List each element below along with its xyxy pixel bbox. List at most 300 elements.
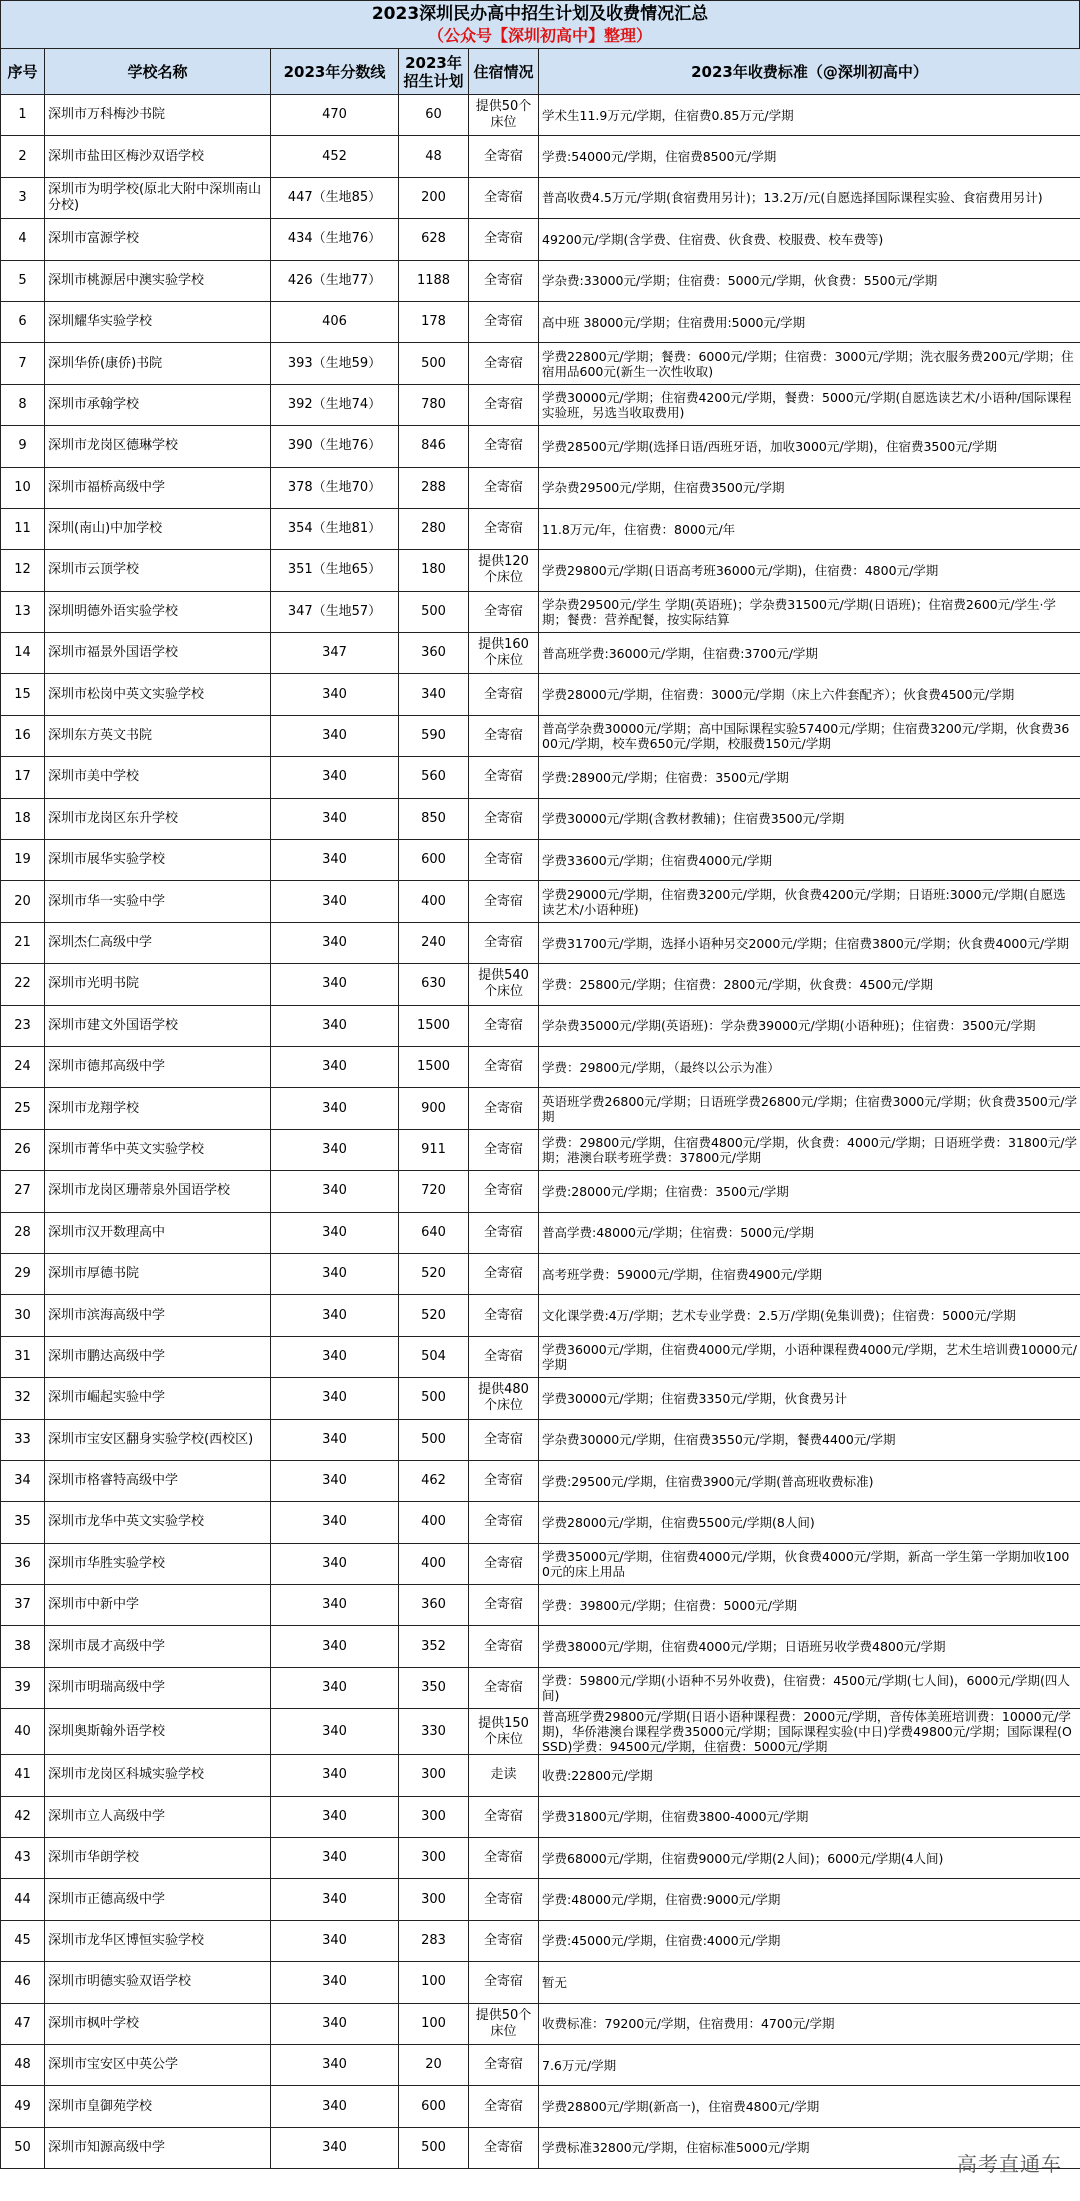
enroll-plan: 280 xyxy=(399,508,469,549)
enroll-plan: 850 xyxy=(399,798,469,839)
school-name: 深圳市中新中学 xyxy=(45,1585,271,1626)
table-row xyxy=(1,881,1080,922)
table-row xyxy=(1,1838,1080,1879)
row-index: 17 xyxy=(1,757,45,798)
fee-standard: 暂无 xyxy=(539,1962,1080,2003)
school-name: 深圳市盐田区梅沙双语学校 xyxy=(45,136,271,177)
boarding: 全寄宿 xyxy=(469,1253,539,1294)
boarding: 全寄宿 xyxy=(469,2086,539,2127)
enroll-plan: 360 xyxy=(399,1585,469,1626)
table-row xyxy=(1,343,1080,384)
enroll-plan: 60 xyxy=(399,95,469,136)
table-row xyxy=(1,757,1080,798)
score-line: 340 xyxy=(271,1046,399,1087)
fee-standard: 学费31800元/学期，住宿费3800-4000元/学期 xyxy=(539,1796,1080,1837)
enroll-plan: 300 xyxy=(399,1755,469,1796)
admission-table xyxy=(0,48,1080,2169)
enroll-plan: 590 xyxy=(399,715,469,756)
fee-standard: 7.6万元/学期 xyxy=(539,2044,1080,2085)
enroll-plan: 350 xyxy=(399,1667,469,1708)
score-line: 340 xyxy=(271,881,399,922)
fee-standard: 学费:48000元/学期，住宿费:9000元/学期 xyxy=(539,1879,1080,1920)
boarding: 全寄宿 xyxy=(469,1626,539,1667)
row-index: 2 xyxy=(1,136,45,177)
fee-standard: 学费29800元/学期(日语高考班36000元/学期)，住宿费：4800元/学期 xyxy=(539,550,1080,591)
fee-standard: 学杂费35000元/学期(英语班)：学杂费39000元/学期(小语种班)；住宿费：3500元/学期 xyxy=(539,1005,1080,1046)
boarding: 全寄宿 xyxy=(469,1005,539,1046)
fee-standard: 学杂费29500元/学生 学期(英语班)；学杂费31500元/学期(日语班)；住宿费2600元/学生·学期；餐费：营养配餐，按实际结算 xyxy=(539,591,1080,632)
school-name: 深圳市万科梅沙书院 xyxy=(45,95,271,136)
table-subtitle: （公众号【深圳初高中】整理） xyxy=(0,26,1080,48)
enroll-plan: 520 xyxy=(399,1253,469,1294)
table-row xyxy=(1,922,1080,963)
fee-standard: 学费：29800元/学期，住宿费4800元/学期，伙食费：4000元/学期；日语班学费：31800元/学期；港澳台联考班学费：37800元/学期 xyxy=(539,1129,1080,1170)
fee-standard: 学杂费30000元/学期，住宿费3550元/学期，餐费4400元/学期 xyxy=(539,1419,1080,1460)
fee-standard: 学费28000元/学期，住宿费：3000元/学期（床上六件套配齐）；伙食费4500元/学期 xyxy=(539,674,1080,715)
enroll-plan: 1188 xyxy=(399,260,469,301)
school-name: 深圳东方英文书院 xyxy=(45,715,271,756)
enroll-plan: 300 xyxy=(399,1838,469,1879)
enroll-plan: 560 xyxy=(399,757,469,798)
enroll-plan: 504 xyxy=(399,1336,469,1377)
school-name: 深圳市宝安区中英公学 xyxy=(45,2044,271,2085)
boarding: 全寄宿 xyxy=(469,591,539,632)
boarding: 全寄宿 xyxy=(469,2044,539,2085)
table-row xyxy=(1,1378,1080,1419)
row-index: 42 xyxy=(1,1796,45,1837)
row-index: 29 xyxy=(1,1253,45,1294)
table-title: 2023深圳民办高中招生计划及收费情况汇总 xyxy=(0,0,1080,26)
row-index: 27 xyxy=(1,1171,45,1212)
row-index: 26 xyxy=(1,1129,45,1170)
school-name: 深圳市晟才高级中学 xyxy=(45,1626,271,1667)
row-index: 11 xyxy=(1,508,45,549)
table-row xyxy=(1,136,1080,177)
school-name: 深圳市华朗学校 xyxy=(45,1838,271,1879)
fee-standard: 普高学费:48000元/学期；住宿费：5000元/学期 xyxy=(539,1212,1080,1253)
score-line: 354（生地81） xyxy=(271,508,399,549)
table-row xyxy=(1,1005,1080,1046)
enroll-plan: 300 xyxy=(399,1796,469,1837)
fee-standard: 学费28800元/学期(新高一)，住宿费4800元/学期 xyxy=(539,2086,1080,2127)
school-name: 深圳华侨(康侨)书院 xyxy=(45,343,271,384)
boarding: 走读 xyxy=(469,1755,539,1796)
row-index: 44 xyxy=(1,1879,45,1920)
fee-standard: 普高收费4.5万元/学期(食宿费用另计)；13.2万/元(自愿选择国际课程实验、食宿费用另计) xyxy=(539,177,1080,218)
score-line: 340 xyxy=(271,1295,399,1336)
score-line: 406 xyxy=(271,301,399,342)
enroll-plan: 288 xyxy=(399,467,469,508)
table-row xyxy=(1,508,1080,549)
table-row xyxy=(1,1796,1080,1837)
row-index: 14 xyxy=(1,633,45,674)
score-line: 340 xyxy=(271,1253,399,1294)
row-index: 33 xyxy=(1,1419,45,1460)
school-name: 深圳市龙岗区科城实验学校 xyxy=(45,1755,271,1796)
enroll-plan: 48 xyxy=(399,136,469,177)
table-row xyxy=(1,2086,1080,2127)
boarding: 提供50个床位 xyxy=(469,95,539,136)
boarding: 全寄宿 xyxy=(469,1879,539,1920)
row-index: 28 xyxy=(1,1212,45,1253)
table-row xyxy=(1,1626,1080,1667)
school-name: 深圳市龙岗区德琳学校 xyxy=(45,426,271,467)
row-index: 21 xyxy=(1,922,45,963)
fee-standard: 学费：25800元/学期；住宿费：2800元/学期，伙食费：4500元/学期 xyxy=(539,964,1080,1005)
boarding: 全寄宿 xyxy=(469,1419,539,1460)
row-index: 22 xyxy=(1,964,45,1005)
score-line: 340 xyxy=(271,1088,399,1129)
enroll-plan: 330 xyxy=(399,1709,469,1755)
school-name: 深圳杰仁高级中学 xyxy=(45,922,271,963)
table-row xyxy=(1,1088,1080,1129)
row-index: 6 xyxy=(1,301,45,342)
enroll-plan: 100 xyxy=(399,1962,469,2003)
row-index: 23 xyxy=(1,1005,45,1046)
fee-standard: 学费标准32800元/学期，住宿标准5000元/学期 xyxy=(539,2127,1080,2168)
fee-standard: 学费30000元/学期(含教材教辅)；住宿费3500元/学期 xyxy=(539,798,1080,839)
score-line: 340 xyxy=(271,1879,399,1920)
enroll-plan: 900 xyxy=(399,1088,469,1129)
row-index: 5 xyxy=(1,260,45,301)
score-line: 447（生地85） xyxy=(271,177,399,218)
row-index: 10 xyxy=(1,467,45,508)
enroll-plan: 200 xyxy=(399,177,469,218)
enroll-plan: 300 xyxy=(399,1879,469,1920)
table-row xyxy=(1,798,1080,839)
enroll-plan: 283 xyxy=(399,1920,469,1961)
score-line: 340 xyxy=(271,1005,399,1046)
fee-standard: 学杂费:33000元/学期；住宿费：5000元/学期，伙食费：5500元/学期 xyxy=(539,260,1080,301)
school-name: 深圳市云顶学校 xyxy=(45,550,271,591)
enroll-plan: 1500 xyxy=(399,1005,469,1046)
watermark: 高考直通车 xyxy=(957,2152,1062,2176)
fee-standard: 高中班 38000元/学期；住宿费用:5000元/学期 xyxy=(539,301,1080,342)
boarding: 全寄宿 xyxy=(469,1585,539,1626)
row-index: 34 xyxy=(1,1460,45,1501)
table-row xyxy=(1,1879,1080,1920)
school-name: 深圳市明瑞高级中学 xyxy=(45,1667,271,1708)
score-line: 340 xyxy=(271,1626,399,1667)
row-index: 20 xyxy=(1,881,45,922)
enroll-plan: 640 xyxy=(399,1212,469,1253)
boarding: 全寄宿 xyxy=(469,343,539,384)
boarding: 全寄宿 xyxy=(469,881,539,922)
school-name: 深圳(南山)中加学校 xyxy=(45,508,271,549)
table-row xyxy=(1,1709,1080,1755)
table-row xyxy=(1,1171,1080,1212)
score-line: 351（生地65） xyxy=(271,550,399,591)
score-line: 392（生地74） xyxy=(271,384,399,425)
boarding: 全寄宿 xyxy=(469,1667,539,1708)
school-name: 深圳市富源学校 xyxy=(45,219,271,260)
score-line: 340 xyxy=(271,1378,399,1419)
score-line: 340 xyxy=(271,1212,399,1253)
enroll-plan: 628 xyxy=(399,219,469,260)
enroll-plan: 462 xyxy=(399,1460,469,1501)
boarding: 全寄宿 xyxy=(469,301,539,342)
score-line: 378（生地70） xyxy=(271,467,399,508)
header-row xyxy=(1,49,1080,95)
school-name: 深圳耀华实验学校 xyxy=(45,301,271,342)
school-name: 深圳市鹏达高级中学 xyxy=(45,1336,271,1377)
enroll-plan: 400 xyxy=(399,1543,469,1584)
school-name: 深圳市枫叶学校 xyxy=(45,2003,271,2044)
enroll-plan: 780 xyxy=(399,384,469,425)
table-row xyxy=(1,1667,1080,1708)
score-line: 340 xyxy=(271,964,399,1005)
row-index: 37 xyxy=(1,1585,45,1626)
school-name: 深圳市华胜实验学校 xyxy=(45,1543,271,1584)
row-index: 8 xyxy=(1,384,45,425)
score-line: 340 xyxy=(271,1920,399,1961)
row-index: 45 xyxy=(1,1920,45,1961)
school-name: 深圳市松岗中英文实验学校 xyxy=(45,674,271,715)
school-name: 深圳市华一实验中学 xyxy=(45,881,271,922)
table-row xyxy=(1,260,1080,301)
row-index: 46 xyxy=(1,1962,45,2003)
boarding: 全寄宿 xyxy=(469,260,539,301)
enroll-plan: 500 xyxy=(399,591,469,632)
enroll-plan: 846 xyxy=(399,426,469,467)
fee-standard: 学费68000元/学期，住宿费9000元/学期(2人间)；6000元/学期(4人间) xyxy=(539,1838,1080,1879)
enroll-plan: 500 xyxy=(399,343,469,384)
school-name: 深圳市滨海高级中学 xyxy=(45,1295,271,1336)
school-name: 深圳市龙翔学校 xyxy=(45,1088,271,1129)
score-line: 340 xyxy=(271,1585,399,1626)
table-row xyxy=(1,2044,1080,2085)
fee-standard: 学费:28000元/学期；住宿费：3500元/学期 xyxy=(539,1171,1080,1212)
school-name: 深圳市美中学校 xyxy=(45,757,271,798)
table-row xyxy=(1,1336,1080,1377)
score-line: 340 xyxy=(271,2127,399,2168)
table-row xyxy=(1,1295,1080,1336)
fee-standard: 学费:29500元/学期，住宿费3900元/学期(普高班收费标准) xyxy=(539,1460,1080,1501)
score-line: 340 xyxy=(271,2003,399,2044)
fee-standard: 学费38000元/学期，住宿费4000元/学期；日语班另收学费4800元/学期 xyxy=(539,1626,1080,1667)
row-index: 43 xyxy=(1,1838,45,1879)
fee-standard: 普高学杂费30000元/学期；高中国际课程实验57400元/学期；住宿费3200元/学期，伙食费3600元/学期，校车费650元/学期，校服费150元/学期 xyxy=(539,715,1080,756)
table-row xyxy=(1,1585,1080,1626)
table-row xyxy=(1,426,1080,467)
boarding: 全寄宿 xyxy=(469,715,539,756)
table-row xyxy=(1,1502,1080,1543)
row-index: 15 xyxy=(1,674,45,715)
boarding: 全寄宿 xyxy=(469,426,539,467)
row-index: 31 xyxy=(1,1336,45,1377)
fee-standard: 收费标准：79200元/学期，住宿费用：4700元/学期 xyxy=(539,2003,1080,2044)
school-name: 深圳市承翰学校 xyxy=(45,384,271,425)
fee-standard: 学杂费29500元/学期，住宿费3500元/学期 xyxy=(539,467,1080,508)
boarding: 全寄宿 xyxy=(469,508,539,549)
score-line: 340 xyxy=(271,1460,399,1501)
row-index: 4 xyxy=(1,219,45,260)
fee-standard: 英语班学费26800元/学期；日语班学费26800元/学期；住宿费3000元/学期；伙食费3500元/学期 xyxy=(539,1088,1080,1129)
table-row xyxy=(1,1962,1080,2003)
score-line: 340 xyxy=(271,1419,399,1460)
enroll-plan: 352 xyxy=(399,1626,469,1667)
boarding: 全寄宿 xyxy=(469,1046,539,1087)
fee-standard: 普高班学费29800元/学期(日语小语种课程费：2000元/学期，音传体美班培训费：10000元/学期)，华侨港澳台课程学费35000元/学期；国际课程实验(中日)学费49800元/学期；国际课程(OSSD)学费：94500元/学期，住宿费：5000元/学期 xyxy=(539,1709,1080,1755)
boarding: 全寄宿 xyxy=(469,1838,539,1879)
boarding: 全寄宿 xyxy=(469,1171,539,1212)
table-row xyxy=(1,550,1080,591)
row-index: 40 xyxy=(1,1709,45,1755)
boarding: 全寄宿 xyxy=(469,136,539,177)
school-name: 深圳市龙华中英文实验学校 xyxy=(45,1502,271,1543)
boarding: 全寄宿 xyxy=(469,1796,539,1837)
enroll-plan: 400 xyxy=(399,1502,469,1543)
fee-standard: 文化课学费:4万/学期；艺术专业学费：2.5万/学期(免集训费)；住宿费：5000元/学期 xyxy=(539,1295,1080,1336)
score-line: 340 xyxy=(271,798,399,839)
table-row xyxy=(1,1253,1080,1294)
table-row xyxy=(1,964,1080,1005)
enroll-plan: 400 xyxy=(399,881,469,922)
row-index: 7 xyxy=(1,343,45,384)
fee-standard: 学费22800元/学期；餐费：6000元/学期；住宿费：3000元/学期；洗衣服务费200元/学期；住宿用品600元(新生一次性收取) xyxy=(539,343,1080,384)
enroll-plan: 240 xyxy=(399,922,469,963)
score-line: 340 xyxy=(271,1796,399,1837)
row-index: 16 xyxy=(1,715,45,756)
enroll-plan: 20 xyxy=(399,2044,469,2085)
school-name: 深圳市龙岗区珊蒂泉外国语学校 xyxy=(45,1171,271,1212)
col-header-index: 序号 xyxy=(1,49,45,95)
table-row xyxy=(1,633,1080,674)
school-name: 深圳市桃源居中澳实验学校 xyxy=(45,260,271,301)
score-line: 340 xyxy=(271,1171,399,1212)
boarding: 全寄宿 xyxy=(469,1920,539,1961)
fee-standard: 学费：59800元/学期(小语种不另外收费)，住宿费：4500元/学期(七人间)，6000元/学期(四人间) xyxy=(539,1667,1080,1708)
table-row xyxy=(1,715,1080,756)
score-line: 393（生地59） xyxy=(271,343,399,384)
score-line: 452 xyxy=(271,136,399,177)
school-name: 深圳市知源高级中学 xyxy=(45,2127,271,2168)
score-line: 340 xyxy=(271,1838,399,1879)
row-index: 24 xyxy=(1,1046,45,1087)
row-index: 30 xyxy=(1,1295,45,1336)
enroll-plan: 1500 xyxy=(399,1046,469,1087)
enroll-plan: 720 xyxy=(399,1171,469,1212)
enroll-plan: 500 xyxy=(399,2127,469,2168)
school-name: 深圳市皇御苑学校 xyxy=(45,2086,271,2127)
boarding: 提供480个床位 xyxy=(469,1378,539,1419)
row-index: 38 xyxy=(1,1626,45,1667)
school-name: 深圳市展华实验学校 xyxy=(45,840,271,881)
row-index: 36 xyxy=(1,1543,45,1584)
boarding: 全寄宿 xyxy=(469,1336,539,1377)
row-index: 25 xyxy=(1,1088,45,1129)
fee-standard: 学费35000元/学期，住宿费4000元/学期，伙食费4000元/学期，新高一学生第一学期加收1000元的床上用品 xyxy=(539,1543,1080,1584)
school-name: 深圳市德邦高级中学 xyxy=(45,1046,271,1087)
score-line: 340 xyxy=(271,1336,399,1377)
fee-standard: 学费:45000元/学期，住宿费:4000元/学期 xyxy=(539,1920,1080,1961)
row-index: 3 xyxy=(1,177,45,218)
school-name: 深圳市宝安区翻身实验学校(西校区) xyxy=(45,1419,271,1460)
row-index: 12 xyxy=(1,550,45,591)
score-line: 347 xyxy=(271,633,399,674)
table-row xyxy=(1,301,1080,342)
school-name: 深圳市明德实验双语学校 xyxy=(45,1962,271,2003)
row-index: 13 xyxy=(1,591,45,632)
boarding: 全寄宿 xyxy=(469,467,539,508)
school-name: 深圳市龙华区博恒实验学校 xyxy=(45,1920,271,1961)
school-name: 深圳市崛起实验中学 xyxy=(45,1378,271,1419)
boarding: 全寄宿 xyxy=(469,1543,539,1584)
fee-standard: 11.8万元/年，住宿费：8000元/年 xyxy=(539,508,1080,549)
score-line: 340 xyxy=(271,1543,399,1584)
col-header-boarding: 住宿情况 xyxy=(469,49,539,95)
row-index: 1 xyxy=(1,95,45,136)
row-index: 35 xyxy=(1,1502,45,1543)
boarding: 全寄宿 xyxy=(469,674,539,715)
fee-standard: 收费:22800元/学期 xyxy=(539,1755,1080,1796)
fee-standard: 学费31700元/学期，选择小语种另交2000元/学期；住宿费3800元/学期；伙食费4000元/学期 xyxy=(539,922,1080,963)
fee-standard: 学费：39800元/学期；住宿费：5000元/学期 xyxy=(539,1585,1080,1626)
school-name: 深圳市福景外国语学校 xyxy=(45,633,271,674)
score-line: 340 xyxy=(271,1129,399,1170)
table-row xyxy=(1,674,1080,715)
school-name: 深圳市立人高级中学 xyxy=(45,1796,271,1837)
boarding: 全寄宿 xyxy=(469,1088,539,1129)
table-row xyxy=(1,1046,1080,1087)
fee-standard: 学费：29800元/学期，（最终以公示为准） xyxy=(539,1046,1080,1087)
boarding: 全寄宿 xyxy=(469,798,539,839)
fee-standard: 学费28000元/学期，住宿费5500元/学期(8人间) xyxy=(539,1502,1080,1543)
enroll-plan: 500 xyxy=(399,1378,469,1419)
table-row xyxy=(1,1543,1080,1584)
enroll-plan: 360 xyxy=(399,633,469,674)
school-name: 深圳市光明书院 xyxy=(45,964,271,1005)
fee-standard: 49200元/学期(含学费、住宿费、伙食费、校服费、校车费等) xyxy=(539,219,1080,260)
school-name: 深圳市格睿特高级中学 xyxy=(45,1460,271,1501)
enroll-plan: 630 xyxy=(399,964,469,1005)
fee-standard: 普高班学费:36000元/学期，住宿费:3700元/学期 xyxy=(539,633,1080,674)
fee-standard: 学费29000元/学期，住宿费3200元/学期，伙食费4200元/学期；日语班:3000元/学期(自愿选读艺术/小语种班) xyxy=(539,881,1080,922)
enroll-plan: 911 xyxy=(399,1129,469,1170)
boarding: 全寄宿 xyxy=(469,757,539,798)
fee-standard: 学费:54000元/学期，住宿费8500元/学期 xyxy=(539,136,1080,177)
enroll-plan: 600 xyxy=(399,2086,469,2127)
score-line: 434（生地76） xyxy=(271,219,399,260)
enroll-plan: 180 xyxy=(399,550,469,591)
school-name: 深圳市建文外国语学校 xyxy=(45,1005,271,1046)
boarding: 全寄宿 xyxy=(469,1212,539,1253)
row-index: 48 xyxy=(1,2044,45,2085)
col-header-score: 2023年分数线 xyxy=(271,49,399,95)
boarding: 提供150个床位 xyxy=(469,1709,539,1755)
table-row xyxy=(1,1419,1080,1460)
boarding: 全寄宿 xyxy=(469,1502,539,1543)
score-line: 340 xyxy=(271,1709,399,1755)
row-index: 50 xyxy=(1,2127,45,2168)
boarding: 全寄宿 xyxy=(469,177,539,218)
table-row xyxy=(1,177,1080,218)
score-line: 340 xyxy=(271,1502,399,1543)
fee-standard: 学费28500元/学期(选择日语/西班牙语，加收3000元/学期)，住宿费3500元/学期 xyxy=(539,426,1080,467)
table-row xyxy=(1,1460,1080,1501)
table-row xyxy=(1,1129,1080,1170)
boarding: 全寄宿 xyxy=(469,922,539,963)
boarding: 提供120个床位 xyxy=(469,550,539,591)
table-row xyxy=(1,467,1080,508)
score-line: 340 xyxy=(271,757,399,798)
score-line: 340 xyxy=(271,1667,399,1708)
score-line: 347（生地57） xyxy=(271,591,399,632)
enroll-plan: 600 xyxy=(399,840,469,881)
school-name: 深圳奥斯翰外语学校 xyxy=(45,1709,271,1755)
table-row xyxy=(1,2003,1080,2044)
table-row xyxy=(1,591,1080,632)
